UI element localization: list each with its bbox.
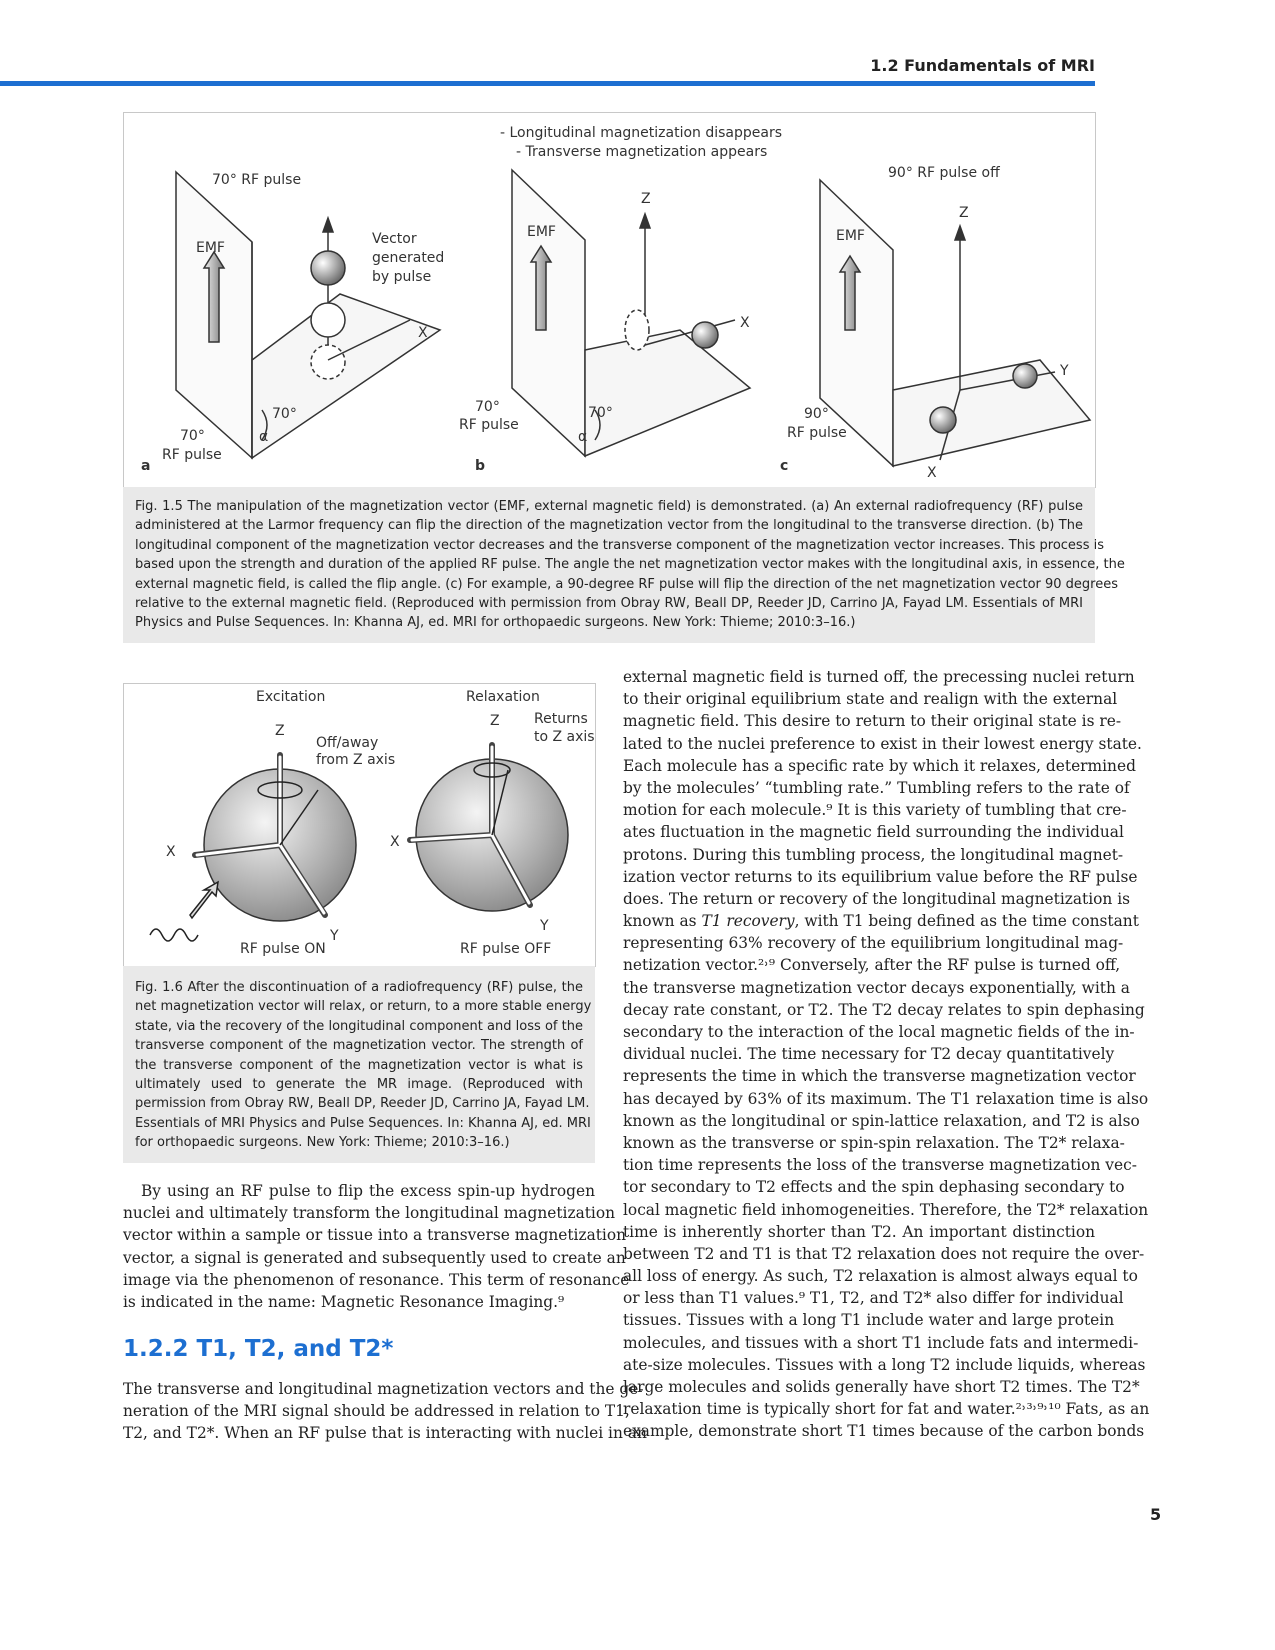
- text-line: large molecules and solids generally have short T2 times. The T2*: [623, 1378, 1140, 1396]
- fig15a-pulse: RF pulse: [162, 447, 222, 463]
- text-line: relaxation time is typically short for fat and water.²˒³˒⁹˒¹⁰ Fats, as an: [623, 1400, 1150, 1419]
- fig15c-x: X: [927, 465, 937, 481]
- fig15c-pulse-angle: 90°: [804, 406, 829, 422]
- fig16-rel-x: X: [390, 834, 400, 850]
- fig15a-vector-3: by pulse: [372, 269, 432, 285]
- text-line: decay rate constant, or T2. The T2 decay relates to spin dephasing: [623, 1000, 1145, 1019]
- fig16-exc-z: Z: [275, 723, 285, 739]
- figure-1-6-caption: [123, 966, 595, 1163]
- text-line: representing 63% recovery of the equilibrium longitudinal mag-: [623, 934, 1124, 953]
- caption-line: administered at the Larmor frequency can flip the direction of the magnetization vector from the longitudinal to the transverse direction. (b) The: [135, 518, 1083, 534]
- fig16-exc-y: Y: [330, 928, 339, 944]
- caption-line: external magnetic field, is called the flip angle. (c) For example, a 90-degree RF pulse will flip the direction of the net magnetization vector 90 degrees: [135, 576, 1118, 592]
- text-line: ates fluctuation in the magnetic field surrounding the individual: [623, 823, 1124, 842]
- fig15b-z: Z: [641, 191, 651, 207]
- text-line: magnetic field. This desire to return to their original state is re-: [623, 712, 1122, 731]
- text-line: local magnetic field inhomogeneities. Therefore, the T2* relaxation: [623, 1200, 1149, 1219]
- text-run: , with T1 being defined as the time constant: [794, 912, 1139, 931]
- caption-line: transverse component of the magnetization vector. The strength of: [135, 1038, 583, 1054]
- text-line: to their original equilibrium state and realign with the external: [623, 690, 1118, 709]
- fig15-note-1: - Longitudinal magnetization disappears: [500, 125, 783, 141]
- fig16-exc-note-2: from Z axis: [316, 752, 396, 768]
- caption-line: ultimately used to generate the MR image. (Reproduced with: [135, 1076, 583, 1092]
- paragraph-intro: [123, 1180, 630, 1313]
- text-line: ization vector returns to its equilibrium value before the RF pulse: [623, 867, 1138, 886]
- text-line: dividual nuclei. The time necessary for T2 decay quantitatively: [623, 1045, 1115, 1064]
- fig15a-pulse-angle: 70°: [180, 428, 205, 444]
- text-line: ate-size molecules. Tissues with a long T2 include liquids, whereas: [623, 1355, 1146, 1374]
- text-line: is indicated in the name: Magnetic Resonance Imaging.⁹: [123, 1292, 565, 1311]
- text-line: vector, a signal is generated and subsequently used to create an: [123, 1248, 626, 1267]
- fig15b-angle: 70°: [588, 405, 613, 421]
- fig16-excitation-title: Excitation: [256, 689, 326, 705]
- text-line: secondary to the interaction of the local magnetic fields of the in-: [623, 1023, 1135, 1041]
- text-line: known as the transverse or spin-spin relaxation. The T2* relaxa-: [623, 1133, 1125, 1152]
- fig15b-emf: EMF: [527, 224, 556, 240]
- fig15a-pulse-title: 70° RF pulse: [212, 172, 302, 188]
- fig16-exc-x: X: [166, 844, 176, 860]
- text-line: by the molecules’ “tumbling rate.” Tumbling refers to the rate of: [623, 778, 1130, 797]
- fig15c-pulse-title: 90° RF pulse off: [888, 165, 1000, 181]
- text-line: external magnetic field is turned off, the precessing nuclei return: [623, 668, 1135, 686]
- text-line: T2, and T2*. When an RF pulse that is interacting with nuclei in an: [123, 1424, 647, 1443]
- text-line: motion for each molecule.⁹ It is this variety of tumbling that cre-: [623, 801, 1127, 820]
- fig15a-vector-1: Vector: [372, 231, 417, 247]
- text-line: all loss of energy. As such, T2 relaxation is almost always equal to: [623, 1267, 1138, 1286]
- fig15c-y: Y: [1060, 363, 1069, 379]
- fig15c-emf: EMF: [836, 228, 865, 244]
- fig15a-angle: 70°: [272, 406, 297, 422]
- caption-line: Essentials of MRI Physics and Pulse Sequences. In: Khanna AJ, ed. MRI: [135, 1115, 591, 1131]
- fig16-rel-z: Z: [490, 713, 500, 729]
- text-line: the transverse magnetization vector decays exponentially, with a: [623, 978, 1130, 997]
- caption-line: Physics and Pulse Sequences. In: Khanna AJ, ed. MRI for orthopaedic surgeons. New York: Thieme; 2010:3–16.): [135, 615, 856, 631]
- text-line: image via the phenomenon of resonance. This term of resonance: [123, 1270, 630, 1289]
- fig16-exc-label: RF pulse ON: [240, 941, 326, 957]
- text-line: does. The return or recovery of the longitudinal magnetization is: [623, 889, 1131, 908]
- text-line: protons. During this tumbling process, the longitudinal magnet-: [623, 845, 1124, 864]
- fig16-rel-note-2: to Z axis: [534, 729, 595, 745]
- fig15c-z: Z: [959, 205, 969, 221]
- fig16-rel-label: RF pulse OFF: [460, 941, 552, 957]
- caption-line: net magnetization vector will relax, or return, to a more stable energy: [135, 999, 592, 1015]
- page-number: 5: [1150, 1505, 1162, 1524]
- fig15a-x: X: [418, 325, 428, 341]
- text-line: known as the longitudinal or spin-lattice relaxation, and T2 is also: [623, 1111, 1140, 1130]
- text-line: has decayed by 63% of its maximum. The T1 relaxation time is also: [623, 1089, 1149, 1108]
- caption-line: state, via the recovery of the longitudinal component and loss of the: [135, 1018, 583, 1034]
- text-line: example, demonstrate short T1 times because of the carbon bonds: [623, 1422, 1145, 1441]
- fig15b-pulse: RF pulse: [459, 417, 519, 433]
- caption-line: longitudinal component of the magnetization vector decreases and the transverse component of the magnetization vector increases. This process is: [135, 537, 1104, 553]
- fig15c-panel-label: c: [780, 458, 789, 474]
- caption-line: the transverse component of the magnetization vector is what is: [135, 1057, 583, 1073]
- fig15a-alpha: α: [259, 429, 269, 445]
- fig15b-pulse-angle: 70°: [475, 399, 500, 415]
- fig15b-x: X: [740, 315, 750, 331]
- fig15c-pulse: RF pulse: [787, 425, 847, 441]
- fig16-relaxation-title: Relaxation: [466, 689, 540, 705]
- fig15b-alpha: α: [578, 429, 588, 445]
- text-line: tor secondary to T2 effects and the spin dephasing secondary to: [623, 1178, 1125, 1197]
- caption-line: based upon the strength and duration of the applied RF pulse. The angle the net magnetization vector makes with the longitudinal axis, in essence, the: [135, 557, 1125, 573]
- paragraph-t1-t2: [123, 1378, 647, 1445]
- text-line: or less than T1 values.⁹ T1, T2, and T2* also differ for individual: [623, 1289, 1124, 1308]
- text-line: tion time represents the loss of the transverse magnetization vec-: [623, 1156, 1137, 1175]
- fig15a-panel-label: a: [141, 458, 151, 474]
- fig15b-panel-label: b: [475, 458, 486, 474]
- fig15a-vector-2: generated: [372, 250, 445, 266]
- fig15-note-2: - Transverse magnetization appears: [516, 144, 768, 160]
- text-line: By using an RF pulse to flip the excess spin-up hydrogen: [141, 1182, 595, 1200]
- text-line: vector within a sample or tissue into a transverse magnetization: [123, 1226, 627, 1245]
- text-line: represents the time in which the transverse magnetization vector: [623, 1067, 1136, 1086]
- text-line: [623, 910, 1139, 932]
- caption-line: Fig. 1.6 After the discontinuation of a radiofrequency (RF) pulse, the: [135, 980, 583, 995]
- fig16-rel-y: Y: [540, 918, 549, 934]
- text-line: between T2 and T1 is that T2 relaxation does not require the over-: [623, 1244, 1145, 1263]
- text-line: neration of the MRI signal should be addressed in relation to T1,: [123, 1402, 630, 1421]
- text-line: lated to the nuclei preference to exist in their lowest energy state.: [623, 734, 1142, 753]
- text-line: tissues. Tissues with a long T1 include water and large protein: [623, 1311, 1115, 1330]
- text-line: Each molecule has a specific rate by which it relaxes, determined: [623, 756, 1136, 775]
- text-run: known as: [623, 912, 702, 931]
- right-column-text: [623, 666, 1150, 1443]
- caption-line: permission from Obray RW, Beall DP, Reeder JD, Carrino JA, Fayad LM.: [135, 1096, 590, 1112]
- fig16-rel-note-1: Returns: [534, 711, 588, 727]
- text-line: molecules, and tissues with a short T1 include fats and intermedi-: [623, 1333, 1139, 1352]
- text-line: nuclei and ultimately transform the longitudinal magnetization: [123, 1204, 616, 1223]
- caption-line: relative to the external magnetic field. (Reproduced with permission from Obray RW, Beall DP, Reeder JD, Carrino JA, Fayad LM. Essentials of MRI: [135, 595, 1083, 611]
- caption-line: for orthopaedic surgeons. New York: Thieme; 2010:3–16.): [135, 1135, 510, 1151]
- text-line: time is inherently shorter than T2. An important distinction: [623, 1222, 1095, 1241]
- text-line: The transverse and longitudinal magnetization vectors and the ge-: [123, 1380, 644, 1398]
- section-heading: 1.2.2 T1, T2, and T2*: [123, 1336, 394, 1362]
- running-head: 1.2 Fundamentals of MRI: [870, 56, 1095, 75]
- caption-line: Fig. 1.5 The manipulation of the magnetization vector (EMF, external magnetic field) is demonstrated. (a) An external radiofrequency (RF) pulse: [135, 499, 1083, 514]
- italic-term: T1 recovery: [701, 912, 795, 931]
- fig15a-emf: EMF: [196, 240, 225, 256]
- text-line: netization vector.²˒⁹ Conversely, after the RF pulse is turned off,: [623, 956, 1121, 975]
- fig16-exc-note-1: Off/away: [316, 735, 379, 751]
